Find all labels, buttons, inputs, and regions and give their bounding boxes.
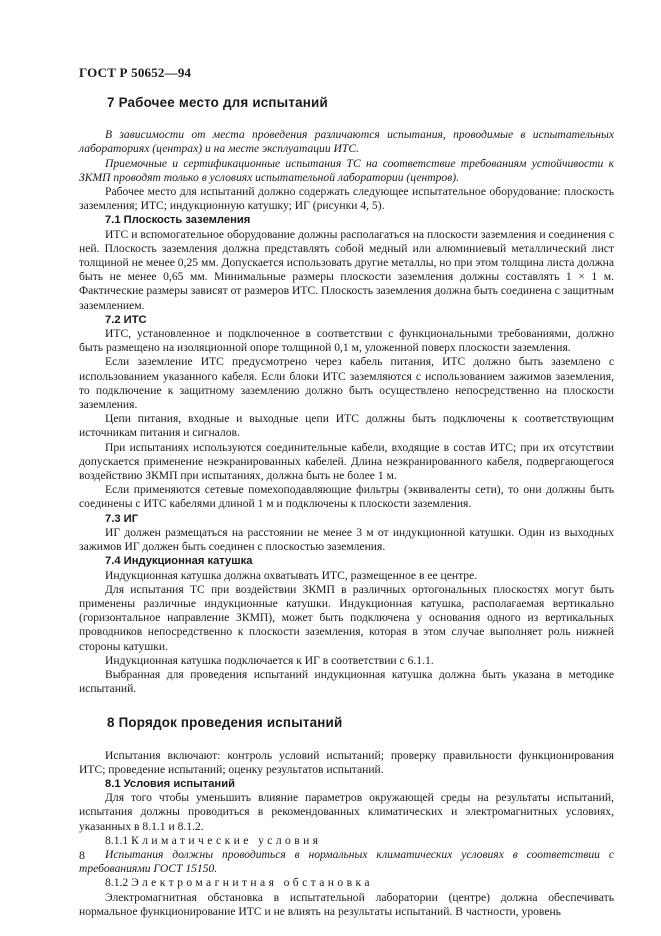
subsection-label: Климатические условия (131, 833, 322, 847)
paragraph: Приемочные и сертификационные испытания ТС на соответствие требованиям устойчивости к ЗКМП проводят только в условиях испытательной лаборатории (центров). (79, 156, 614, 184)
paragraph: Электромагнитная обстановка в испытательной лаборатории (центре) должна обеспечивать нормальное функционирование ИТС и не влиять на результаты испытаний. В частности, уровень (79, 890, 614, 918)
subsection-label: Электромагнитная обстановка (131, 876, 373, 890)
paragraph: Если заземление ИТС предусмотрено через кабель питания, ИТС должно быть заземлено с использованием указанного кабеля. Если блоки ИТС заземляются с использованием зажимов заземления, то подключение к защитному заземлению должно быть осуществлено непосредственно на плоскости заземления. (79, 355, 614, 412)
paragraph: Для того чтобы уменьшить влияние параметров окружающей среды на результаты испытаний, испытания должны проводиться в рекомендованных климатических и электромагнитных условиях, указанных в 8.1.1 и 8.1.2. (79, 791, 614, 833)
page-body (79, 92, 614, 919)
paragraph: Индукционная катушка подключается к ИГ в соответствии с 6.1.1. (105, 653, 434, 667)
paragraph: Выбранная для проведения испытаний индукционная катушка должна быть указана в методике испытаний. (79, 667, 614, 696)
section-8-title: 8 Порядок проведения испытаний (107, 715, 343, 731)
paragraph: Цепи питания, входные и выходные цепи ИТС должны быть подключены к соответствующим источникам питания и сигналов. (79, 412, 614, 440)
paragraph: ИТС, установленное и подключенное в соответствии с функциональными требованиями, должно быть размещено на изоляционной опоре толщиной 0,1 м, уложенной поверх плоскости заземления. (79, 327, 614, 355)
subsection-7-2-title: 7.2 ИТС (105, 313, 147, 326)
paragraph: Испытания должны проводиться в нормальных климатических условиях в соответствии с требованиями ГОСТ 15150. (79, 847, 614, 876)
paragraph: Если применяются сетевые помехоподавляющие фильтры (эквиваленты сети), то они должны быть соединены с ИТС кабелями длиной 1 м и подключены к плоскости заземления. (79, 483, 614, 511)
subsection-8-1-2-heading (79, 876, 614, 890)
subsection-7-4-title: 7.4 Индукционная катушка (105, 555, 253, 568)
paragraph: Рабочее место для испытаний должно содержать следующее испытательное оборудование: плоскость заземления; ИТС; индукционную катушку; ИГ (рисунки 4, 5). (79, 185, 614, 213)
paragraph: В зависимости от места проведения различаются испытания, проводимые в испытательных лабораториях (центрах) и на месте эксплуатации ИТС. (79, 128, 614, 156)
paragraph: Для испытания ТС при воздействии ЗКМП в различных ортогональных плоскостях могут быть применены различные индукционные катушки. Индукционная катушка, располагаемая вертикально (горизонтальное направление ЗКМП), может быть подключена у основания одного из вертикальных проводников непосредственно к плоскости заземления, которая в этом случае выполняет роль нижней стороны катушки. (79, 582, 614, 653)
paragraph: Индукционная катушка должна охватывать ИТС, размещенное в ее центре. (105, 568, 478, 582)
standard-code-header: ГОСТ Р 50652—94 (79, 65, 192, 80)
paragraph: При испытаниях используются соединительные кабели, входящие в состав ИТС; при их отсутствии допускается применение неэкранированных кабелей. Длина неэкранированного кабеля, подвергающегося воздействию ЗКМП при испытаниях, должна быть не более 1 м. (79, 440, 614, 483)
subsection-number: 8.1.2 (105, 876, 129, 890)
paragraph: ИТС и вспомогательное оборудование должны располагаться на плоскости заземления и соединения с ней. Плоскость заземления должна представлять собой медный или алюминиевый металлический лист толщиной не менее 0,25 мм. Допускается использовать другие металлы, но при этом толщина листа должна быть не менее 0,65 мм. Минимальные размеры плоскости заземления должны составлять 1 × 1 м. Фактические размеры зависят от размеров ИТС. Плоскость заземления должна быть соединена с защитным заземлением. (79, 227, 614, 312)
paragraph: Испытания включают: контроль условий испытаний; проверку правильности функционирования ИТС; проведение испытаний; оценку результатов испытаний. (79, 748, 614, 776)
subsection-8-1-1-heading (79, 834, 614, 848)
paragraph: ИГ должен размещаться на расстоянии не менее 3 м от индукционной катушки. Один из выходных зажимов ИГ должен быть соединен с плоскостью заземления. (79, 525, 614, 554)
subsection-8-1-title: 8.1 Условия испытаний (105, 777, 235, 790)
subsection-number: 8.1.1 (105, 833, 129, 847)
page-number: 8 (79, 848, 85, 862)
subsection-7-3-title: 7.3 ИГ (105, 512, 139, 525)
subsection-7-1-title: 7.1 Плоскость заземления (105, 214, 251, 227)
section-7-title: 7 Рабочее место для испытаний (107, 95, 328, 110)
